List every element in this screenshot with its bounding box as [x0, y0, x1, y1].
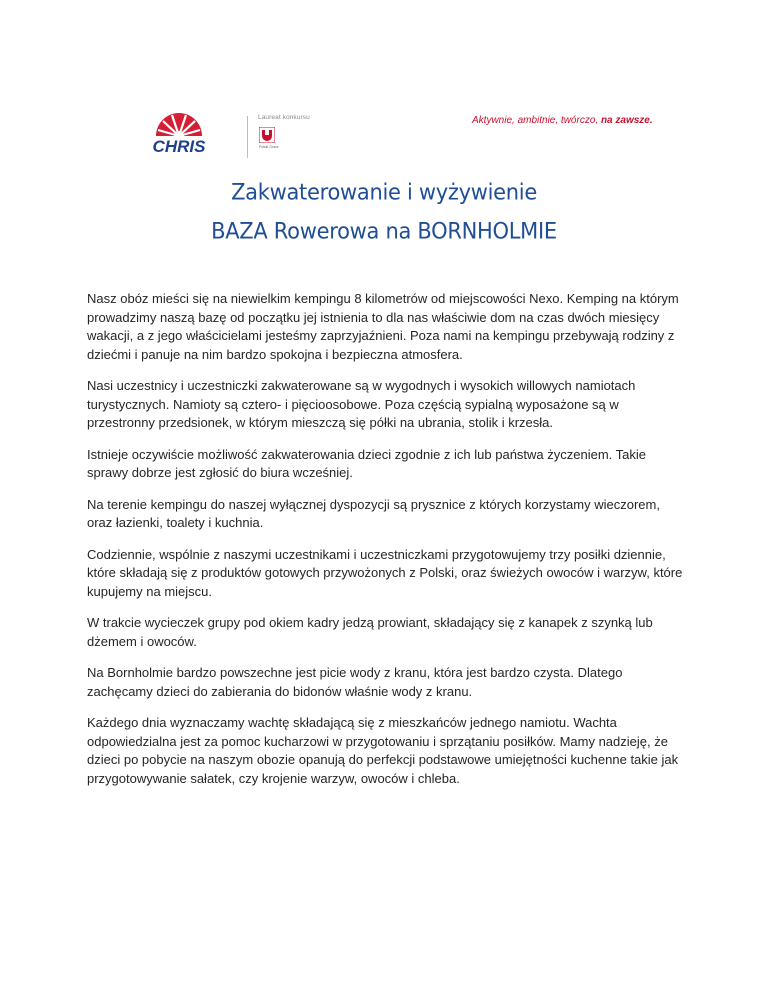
paragraph: Nasz obóz mieści się na niewielkim kempingu 8 kilometrów od miejscowości Nexo. Kemping na którym prowadzimy naszą bazę od początku jej istnienia to dla nas właściwie dom na czas dwóch miesięcy wakacji, a z jego właścicielami jesteśmy zaprzyjaźnieni. Poza nami na kempingu przebywają rodziny z dziećmi i panuje na nim bardzo spokojna i bezpieczna atmosfera. — [87, 291, 679, 362]
paragraph: Na Bornholmie bardzo powszechne jest picie wody z kranu, która jest bardzo czysta. Dlatego zachęcamy dzieci do zabierania do bidonów właśnie wody z kranu. — [87, 665, 623, 699]
paragraph: W trakcie wycieczek grupy pod okiem kadry jedzą prowiant, składający się z kanapek z szynką lub dżemem i owoców. — [87, 615, 653, 649]
paragraph: Nasi uczestnicy i uczestniczki zakwaterowane są w wygodnych i wysokich willowych namiotach turystycznych. Namioty są cztero- i pięcioosobowe. Poza częścią sypialną wyposażone są w przestronny przedsionek, w którym mieszczą się półki na ubrania, stolik i krzesła. — [87, 378, 636, 430]
polish-award-icon — [259, 127, 275, 143]
logo-text: CHRIS — [152, 137, 206, 154]
paragraph: Każdego dnia wyznaczamy wachtę składającą się z mieszkańców jednego namiotu. Wachta odpowiedzialna jest za pomoc kucharzowi w przygotowaniu i sprzątaniu posiłków. Mamy nadzieję, że dzieci po pobycie na naszym obozie opanują do perfekcji podstawowe umiejętności kuchenne takie jak przygotowywanie sałatek, czy krojenie warzyw, owoców i chleba. — [87, 715, 679, 786]
slogan-bold: na zawsze. — [600, 115, 653, 126]
slogan — [472, 115, 653, 126]
page-header — [0, 0, 768, 165]
laureat-label: Laureat konkursu — [258, 114, 310, 121]
paragraph: Na terenie kempingu do naszej wyłącznej dyspozycji są prysznice z których korzystamy wieczorem, oraz łazienki, toalety i kuchnia. — [87, 496, 660, 530]
slogan-regular: Aktywnie, ambitnie, twórczo, — [472, 115, 599, 126]
paragraph: Istnieje oczywiście możliwość zakwaterowania dzieci zgodnie z ich lub państwa życzeniem. Takie sprawy dobrze jest zgłosić do biura wcześniej. — [87, 446, 647, 480]
chris-logo — [126, 112, 232, 154]
body-text — [87, 290, 687, 801]
paragraph: Codziennie, wspólnie z naszymi uczestnikami i uczestniczkami przygotowujemy trzy posiłki dziennie, które składają się z produktów gotowych przywożonych z Polski, oraz świeżych owoców i warzyw, które kupujemy na miejscu. — [87, 546, 683, 599]
page-title-line1: Zakwaterowanie i wyżywienie — [231, 179, 537, 205]
header-divider — [247, 116, 248, 158]
badge-caption: Polski Gracz — [259, 145, 279, 149]
page-title-line2: BAZA Rowerowa na BORNHOLMIE — [211, 218, 557, 244]
